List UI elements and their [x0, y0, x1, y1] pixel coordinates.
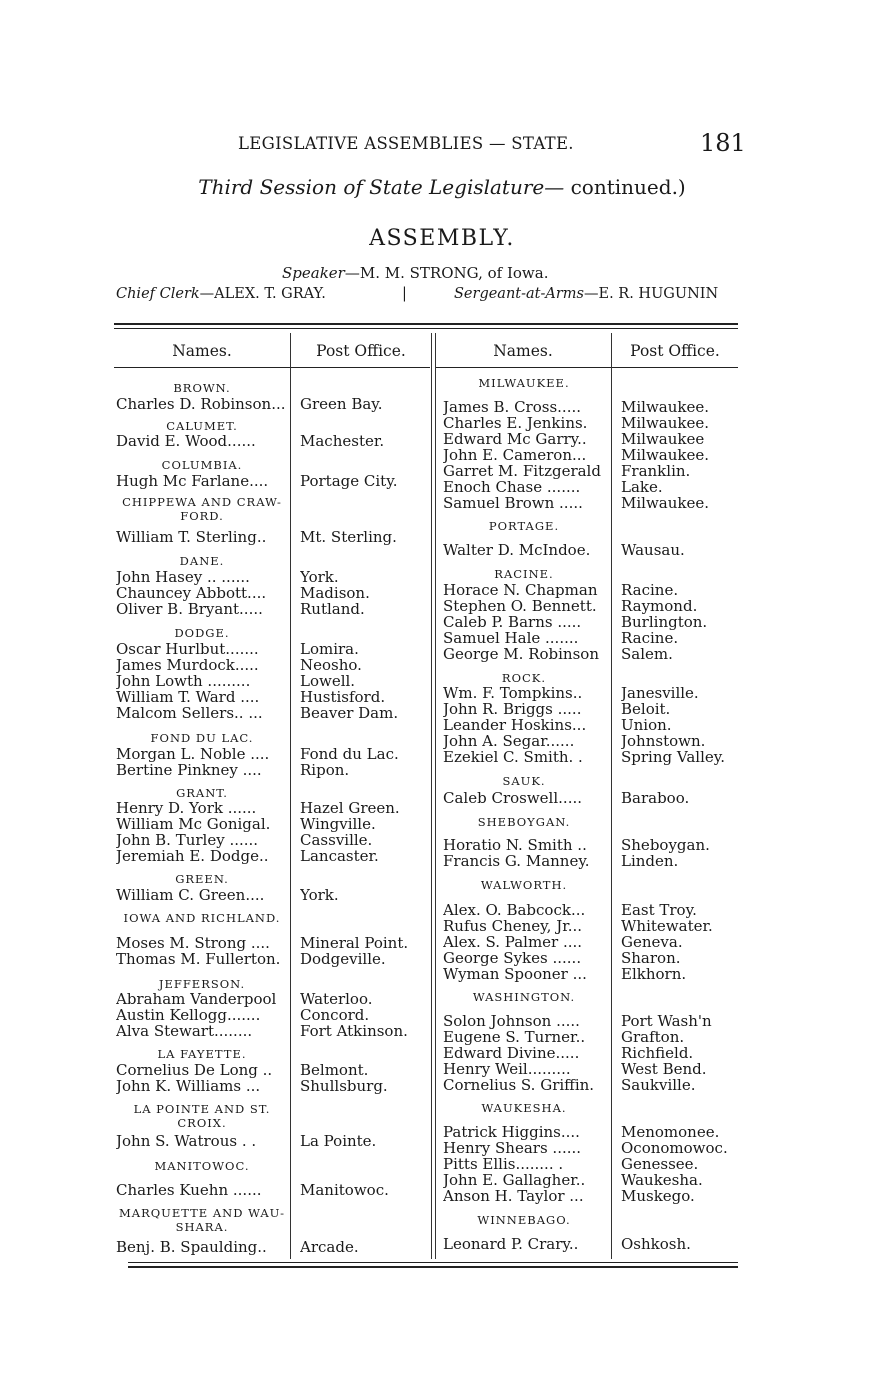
member-name: John E. Cameron...: [443, 447, 587, 463]
member-post-office: Lowell.: [300, 673, 356, 689]
member-post-office: Ripon.: [300, 762, 350, 778]
officers-line: [116, 286, 744, 302]
member-post-office: Rutland.: [300, 601, 365, 617]
member-name: Morgan L. Noble ....: [116, 746, 270, 762]
member-name: Hugh Mc Farlane....: [116, 473, 269, 489]
member-name: Samuel Hale .......: [443, 630, 579, 646]
member-post-office: Mt. Sterling.: [300, 529, 397, 545]
member-post-office: Grafton.: [621, 1029, 685, 1045]
subtitle-italic: Third Session of State Legislature—: [198, 175, 565, 199]
county-heading: CHIPPEWA AND CRAW- FORD.: [122, 495, 282, 523]
left-column-divider: [290, 333, 291, 1259]
member-name: Edward Mc Garry..: [443, 431, 587, 447]
member-post-office: Oconomowoc.: [621, 1140, 728, 1156]
member-post-office: Dodgeville.: [300, 951, 386, 967]
member-name: Anson H. Taylor ...: [443, 1188, 584, 1204]
clerk-text: —ALEX. T. GRAY.: [199, 286, 326, 302]
member-name: Ezekiel C. Smith. .: [443, 749, 583, 765]
header-post-office-right: Post Office.: [630, 342, 720, 360]
header-names-right: Names.: [493, 342, 553, 360]
member-post-office: Muskego.: [621, 1188, 695, 1204]
county-heading: BROWN.: [173, 381, 231, 395]
county-heading: GREEN.: [175, 872, 229, 886]
table-top-rule: [114, 323, 738, 325]
county-heading: PORTAGE.: [488, 519, 560, 533]
county-heading: WINNEBAGO.: [477, 1213, 571, 1227]
clerk-label: Chief Clerk: [116, 286, 200, 302]
member-name: John K. Williams ...: [116, 1078, 261, 1094]
member-post-office: Waukesha.: [621, 1172, 703, 1188]
member-post-office: Linden.: [621, 853, 679, 869]
member-name: Wyman Spooner ...: [443, 966, 587, 982]
member-name: Alex. S. Palmer ....: [443, 934, 583, 950]
sergeant-text: —E. R. HUGUNIN: [583, 286, 719, 302]
member-post-office: Salem.: [621, 646, 673, 662]
county-heading: WALWORTH.: [480, 878, 568, 892]
center-divider-a: [431, 333, 432, 1259]
table-bottom-rule-thin: [128, 1262, 738, 1263]
member-post-office: La Pointe.: [300, 1133, 377, 1149]
county-heading: SAUK.: [502, 774, 546, 788]
member-name: Thomas M. Fullerton.: [116, 951, 281, 967]
right-column-divider: [611, 333, 612, 1259]
member-name: John Hasey .. ......: [116, 569, 250, 585]
member-name: Oscar Hurlbut.......: [116, 641, 259, 657]
member-name: Stephen O. Bennett.: [443, 598, 597, 614]
county-heading: GRANT.: [176, 786, 228, 800]
member-post-office: York.: [300, 569, 339, 585]
member-post-office: Burlington.: [621, 614, 708, 630]
member-name: Eugene S. Turner..: [443, 1029, 586, 1045]
member-name: Rufus Cheney, Jr...: [443, 918, 583, 934]
member-post-office: Spring Valley.: [621, 749, 725, 765]
member-name: Caleb Croswell.....: [443, 790, 582, 806]
member-post-office: Beaver Dam.: [300, 705, 399, 721]
member-post-office: Manitowoc.: [300, 1182, 389, 1198]
member-name: George Sykes ......: [443, 950, 582, 966]
assembly-title: ASSEMBLY.: [369, 226, 515, 251]
member-name: Henry Weil.........: [443, 1061, 571, 1077]
member-name: Chauncey Abbott....: [116, 585, 267, 601]
member-name: William Mc Gonigal.: [116, 816, 271, 832]
member-post-office: Johnstown.: [621, 733, 706, 749]
county-heading: LA FAYETTE.: [157, 1047, 247, 1061]
member-name: Patrick Higgins....: [443, 1124, 580, 1140]
member-name: James B. Cross.....: [443, 399, 581, 415]
member-post-office: Hazel Green.: [300, 800, 400, 816]
member-post-office: Oshkosh.: [621, 1236, 691, 1252]
county-heading: MILWAUKEE.: [478, 376, 570, 390]
member-post-office: Milwaukee.: [621, 399, 710, 415]
header-names-left: Names.: [172, 342, 232, 360]
member-name: Cornelius De Long ..: [116, 1062, 273, 1078]
member-name: John R. Briggs .....: [443, 701, 582, 717]
member-name: Samuel Brown .....: [443, 495, 583, 511]
county-heading: MANITOWOC.: [154, 1159, 250, 1173]
member-name: Alva Stewart........: [116, 1023, 253, 1039]
county-heading: DODGE.: [174, 626, 230, 640]
member-name: Malcom Sellers.. ...: [116, 705, 263, 721]
member-name: Francis G. Manney.: [443, 853, 590, 869]
header-rule-right: [436, 367, 738, 368]
running-title: LEGISLATIVE ASSEMBLIES — STATE.: [238, 134, 574, 153]
member-name: Moses M. Strong ....: [116, 935, 270, 951]
county-heading: MARQUETTE AND WAU- SHARA.: [118, 1206, 286, 1234]
member-post-office: Lancaster.: [300, 848, 379, 864]
member-post-office: Milwaukee.: [621, 415, 710, 431]
section-subtitle: [0, 175, 884, 199]
member-post-office: Baraboo.: [621, 790, 690, 806]
member-name: Charles E. Jenkins.: [443, 415, 588, 431]
member-post-office: Lake.: [621, 479, 663, 495]
member-post-office: Waterloo.: [300, 991, 373, 1007]
header-post-office-left: Post Office.: [316, 342, 406, 360]
member-name: John A. Segar......: [443, 733, 575, 749]
member-name: Charles Kuehn ......: [116, 1182, 262, 1198]
member-post-office: East Troy.: [621, 902, 697, 918]
center-divider-b: [435, 333, 436, 1259]
member-name: John Lowth .........: [116, 673, 251, 689]
member-post-office: Belmont.: [300, 1062, 369, 1078]
member-name: William T. Ward ....: [116, 689, 260, 705]
subtitle-continued: continued.): [564, 175, 686, 199]
officers-separator: |: [402, 286, 407, 302]
member-post-office: Machester.: [300, 433, 385, 449]
sergeant-label: Sergeant-at-Arms: [454, 286, 584, 302]
member-post-office: Concord.: [300, 1007, 370, 1023]
member-post-office: Saukville.: [621, 1077, 696, 1093]
county-heading: WAUKESHA.: [481, 1101, 567, 1115]
county-heading: WASHINGTON.: [472, 990, 576, 1004]
member-post-office: Beloit.: [621, 701, 671, 717]
member-name: Oliver B. Bryant.....: [116, 601, 263, 617]
member-post-office: Green Bay.: [300, 396, 383, 412]
table-bottom-rule: [128, 1266, 738, 1268]
page-number: 181: [700, 129, 746, 157]
member-post-office: Racine.: [621, 582, 679, 598]
member-name: Henry Shears ......: [443, 1140, 582, 1156]
county-heading: CALUMET.: [166, 419, 238, 433]
member-post-office: Wausau.: [621, 542, 685, 558]
county-heading: FOND DU LAC.: [150, 731, 254, 745]
member-post-office: Neosho.: [300, 657, 362, 673]
member-post-office: Union.: [621, 717, 672, 733]
member-post-office: Richfield.: [621, 1045, 694, 1061]
member-post-office: Fond du Lac.: [300, 746, 399, 762]
member-name: Henry D. York ......: [116, 800, 257, 816]
member-name: Leonard P. Crary..: [443, 1236, 579, 1252]
member-name: Leander Hoskins...: [443, 717, 587, 733]
member-post-office: Raymond.: [621, 598, 698, 614]
county-heading: ROCK.: [501, 671, 547, 685]
member-post-office: Milwaukee.: [621, 447, 710, 463]
member-post-office: Cassville.: [300, 832, 373, 848]
county-heading: LA POINTE AND ST. CROIX.: [133, 1102, 271, 1130]
member-post-office: York.: [300, 887, 339, 903]
member-name: John S. Watrous . .: [116, 1133, 257, 1149]
member-name: Walter D. McIndoe.: [443, 542, 591, 558]
member-post-office: Port Wash'n: [621, 1013, 712, 1029]
member-name: Edward Divine.....: [443, 1045, 580, 1061]
county-heading: COLUMBIA.: [161, 458, 243, 472]
member-name: Benj. B. Spaulding..: [116, 1239, 267, 1255]
member-post-office: Janesville.: [621, 685, 699, 701]
member-name: Enoch Chase .......: [443, 479, 581, 495]
member-name: Cornelius S. Griffin.: [443, 1077, 595, 1093]
member-name: William C. Green....: [116, 887, 265, 903]
member-post-office: Hustisford.: [300, 689, 386, 705]
member-name: Garret M. Fitzgerald: [443, 463, 601, 479]
member-post-office: Genessee.: [621, 1156, 699, 1172]
member-post-office: Franklin.: [621, 463, 691, 479]
member-post-office: Milwaukee: [621, 431, 705, 447]
member-name: Caleb P. Barns .....: [443, 614, 582, 630]
member-post-office: Mineral Point.: [300, 935, 409, 951]
member-post-office: Arcade.: [300, 1239, 359, 1255]
member-post-office: Menomonee.: [621, 1124, 720, 1140]
member-post-office: Geneva.: [621, 934, 683, 950]
member-name: Jeremiah E. Dodge..: [116, 848, 269, 864]
speaker-text: —M. M. STRONG, of Iowa.: [344, 264, 549, 282]
member-name: John B. Turley ......: [116, 832, 259, 848]
member-name: Solon Johnson .....: [443, 1013, 580, 1029]
member-name: Austin Kellogg.......: [116, 1007, 261, 1023]
county-heading: IOWA AND RICHLAND.: [123, 911, 281, 925]
member-post-office: Racine.: [621, 630, 679, 646]
member-name: James Murdock.....: [116, 657, 259, 673]
member-post-office: Sheboygan.: [621, 837, 710, 853]
member-name: Alex. O. Babcock...: [443, 902, 586, 918]
member-name: George M. Robinson: [443, 646, 599, 662]
member-post-office: Sharon.: [621, 950, 681, 966]
member-name: Bertine Pinkney ....: [116, 762, 262, 778]
member-post-office: Wingville.: [300, 816, 376, 832]
county-heading: SHEBOYGAN.: [477, 815, 571, 829]
member-post-office: Whitewater.: [621, 918, 713, 934]
header-rule-left: [114, 367, 430, 368]
member-name: John E. Gallagher..: [443, 1172, 586, 1188]
speaker-label: Speaker: [282, 264, 345, 282]
member-post-office: Fort Atkinson.: [300, 1023, 408, 1039]
speaker-line: [282, 264, 548, 282]
member-name: William T. Sterling..: [116, 529, 267, 545]
member-post-office: West Bend.: [621, 1061, 707, 1077]
county-heading: JEFFERSON.: [158, 977, 246, 991]
member-name: Wm. F. Tompkins..: [443, 685, 583, 701]
member-name: Horace N. Chapman: [443, 582, 598, 598]
member-name: David E. Wood......: [116, 433, 256, 449]
member-name: Abraham Vanderpool: [116, 991, 277, 1007]
county-heading: DANE.: [179, 554, 225, 568]
member-name: Horatio N. Smith ..: [443, 837, 587, 853]
member-post-office: Portage City.: [300, 473, 398, 489]
table-top-rule-thin: [114, 328, 738, 329]
member-post-office: Madison.: [300, 585, 370, 601]
county-heading: RACINE.: [494, 567, 554, 581]
member-post-office: Shullsburg.: [300, 1078, 388, 1094]
member-name: Pitts Ellis........ .: [443, 1156, 564, 1172]
member-post-office: Lomira.: [300, 641, 359, 657]
member-post-office: Milwaukee.: [621, 495, 710, 511]
member-post-office: Elkhorn.: [621, 966, 687, 982]
member-name: Charles D. Robinson...: [116, 396, 286, 412]
